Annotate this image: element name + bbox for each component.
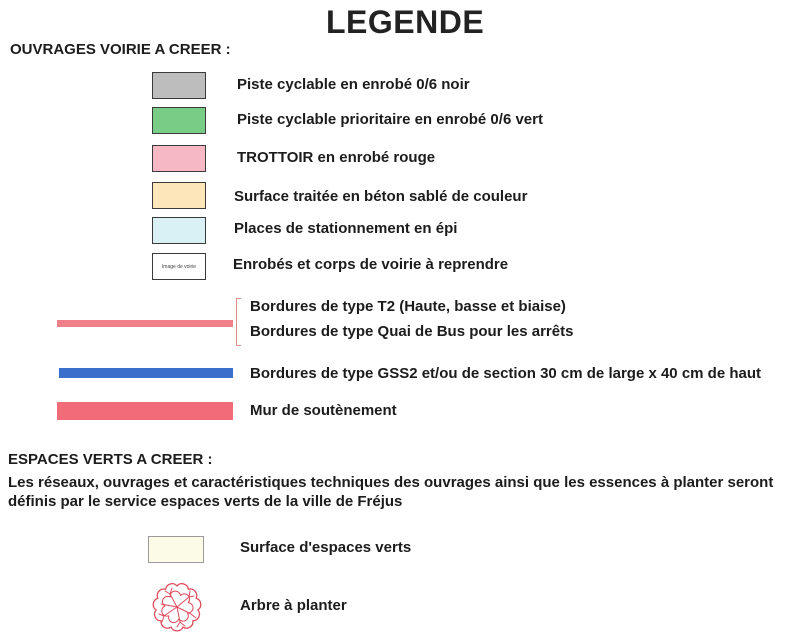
swatch-stationnement <box>152 217 206 244</box>
swatch-trottoir <box>152 145 206 172</box>
legend-title: LEGENDE <box>326 4 485 40</box>
swatch-label: Piste cyclable prioritaire en enrobé 0/6 vert <box>237 111 543 128</box>
line-label: Bordures de type T2 (Haute, basse et biaise) <box>250 298 566 315</box>
line-bordure-gss2 <box>59 368 233 378</box>
swatch-label: Surface traitée en béton sablé de couleur <box>234 188 528 205</box>
swatch-label: Piste cyclable en enrobé 0/6 noir <box>237 76 470 93</box>
tree-label: Arbre à planter <box>240 597 347 614</box>
line-label: Mur de soutènement <box>250 402 397 419</box>
swatch-piste-cyclable-noir <box>152 72 206 99</box>
label-bracket <box>236 298 241 346</box>
swatch-label: TROTTOIR en enrobé rouge <box>237 149 436 166</box>
swatch-beton-sable <box>152 182 206 209</box>
line-label: Bordures de type GSS2 et/ou de section 30 cm de large x 40 cm de haut <box>250 365 762 382</box>
swatch-voirie-a-reprendre <box>152 253 206 280</box>
note-line: Les réseaux, ouvrages et caractéristiques techniques des ouvrages ainsi que les essences à planter seront <box>8 474 774 491</box>
line-label: Bordures de type Quai de Bus pour les arrêts <box>250 323 574 340</box>
swatch-label: Surface d'espaces verts <box>240 539 412 556</box>
section-heading-voirie: OUVRAGES VOIRIE A CREER : <box>10 41 231 58</box>
note-line: définis par le service espaces verts de la ville de Fréjus <box>8 493 403 510</box>
swatch-espaces-verts <box>148 536 204 563</box>
swatch-label: Enrobés et corps de voirie à reprendre <box>233 256 509 273</box>
tree-icon <box>150 580 204 634</box>
swatch-piste-cyclable-vert <box>152 107 206 134</box>
line-mur-soutenement <box>57 402 233 420</box>
line-bordure-t2 <box>57 320 233 327</box>
swatch-label: Places de stationnement en épi <box>234 220 458 237</box>
swatch-inner-text: Image de voirie <box>161 263 197 270</box>
section-heading-espaces-verts: ESPACES VERTS A CREER : <box>8 451 213 468</box>
